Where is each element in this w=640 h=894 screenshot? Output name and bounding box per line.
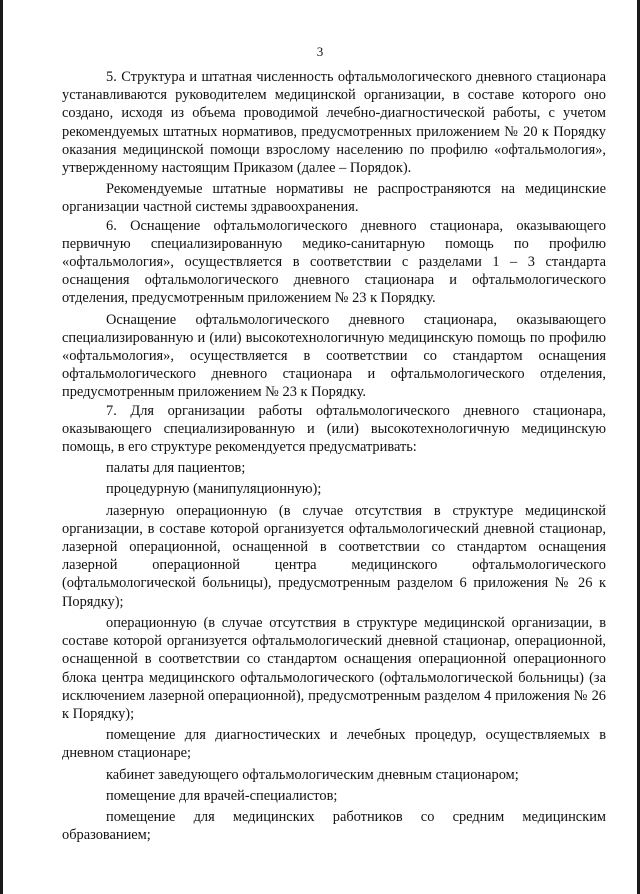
document-body xyxy=(62,68,606,844)
paragraph-6-equipment-primary: 6. Оснащение офтальмологического дневного стационара, оказывающего первичную специализированную медико-санитарную помощь по профилю «офтальмология», осуществляется в соответствии с разделами 1 – 3 стандарта оснащения офтальмологического дневного стационара и офтальмологического отделения, предусмотренным приложением № 23 к Порядку. xyxy=(62,217,606,307)
list-item-diagnostic-room: помещение для диагностических и лечебных процедур, осуществляемых в дневном стационаре; xyxy=(62,727,606,762)
list-item-procedure-room: процедурную (манипуляционную); xyxy=(106,481,322,498)
list-item-patient-wards: палаты для пациентов; xyxy=(106,460,246,477)
paragraph-equipment-specialized: Оснащение офтальмологического дневного стационара, оказывающего специализированную и (или) высокотехнологичную медицинскую помощь по профилю «офтальмология», осуществляется в соответствии со стандартом оснащения офтальмологического дневного стационара и офтальмологического отделения, предусмотренным приложением № 23 к Порядку. xyxy=(62,311,606,401)
list-item-operating-room: операционную (в случае отсутствия в структуре медицинской организации, в составе которой организуется офтальмологический дневной стационар, операционной, оснащенной в соответствии со стандартом оснащения операционной операционного блока центра медицинского офтальмологического (офтальмологической больницы) (за исключением лазерной операционной), предусмотренным разделом 4 приложения № 26 к Порядку); xyxy=(62,614,606,722)
paragraph-staff-norms-note: Рекомендуемые штатные нормативы не распространяются на медицинские организации частной системы здравоохранения. xyxy=(62,181,606,216)
list-item-laser-operating-room: лазерную операционную (в случае отсутствия в структуре медицинской организации, в составе которой организуется офтальмологический дневной стационар, лазерной операционной, оснащенной в соответствии со стандартом оснащения лазерной операционной центра медицинского офтальмологического (офтальмологической больницы), предусмотренным разделом 6 приложения № 26 к Порядку); xyxy=(62,502,606,610)
list-item-doctors-room: помещение для врачей-специалистов; xyxy=(106,787,338,804)
page-number: 3 xyxy=(316,44,324,59)
list-item-head-office: кабинет заведующего офтальмологическим дневным стационаром; xyxy=(106,766,519,783)
list-item-nurses-room: помещение для медицинских работников со средним медицинским образованием; xyxy=(62,808,606,844)
paragraph-5-structure: 5. Структура и штатная численность офтальмологического дневного стационара устанавливаются руководителем медицинской организации, в составе которого оно создано, исходя из объема проводимой лечебно-диагностической работы, с учетом рекомендуемых штатных нормативов, предусмотренных приложением № 20 к Порядку оказания медицинской помощи взрослому населению по профилю «офтальмология», утвержденному настоящим Приказом (далее – Порядок). xyxy=(62,69,606,177)
paragraph-7-organization: 7. Для организации работы офтальмологического дневного стационара, оказывающего специализированную и (или) высокотехнологичную медицинскую помощь, в его структуре рекомендуется предусматривать: xyxy=(62,402,606,456)
scan-border-left xyxy=(0,0,3,894)
